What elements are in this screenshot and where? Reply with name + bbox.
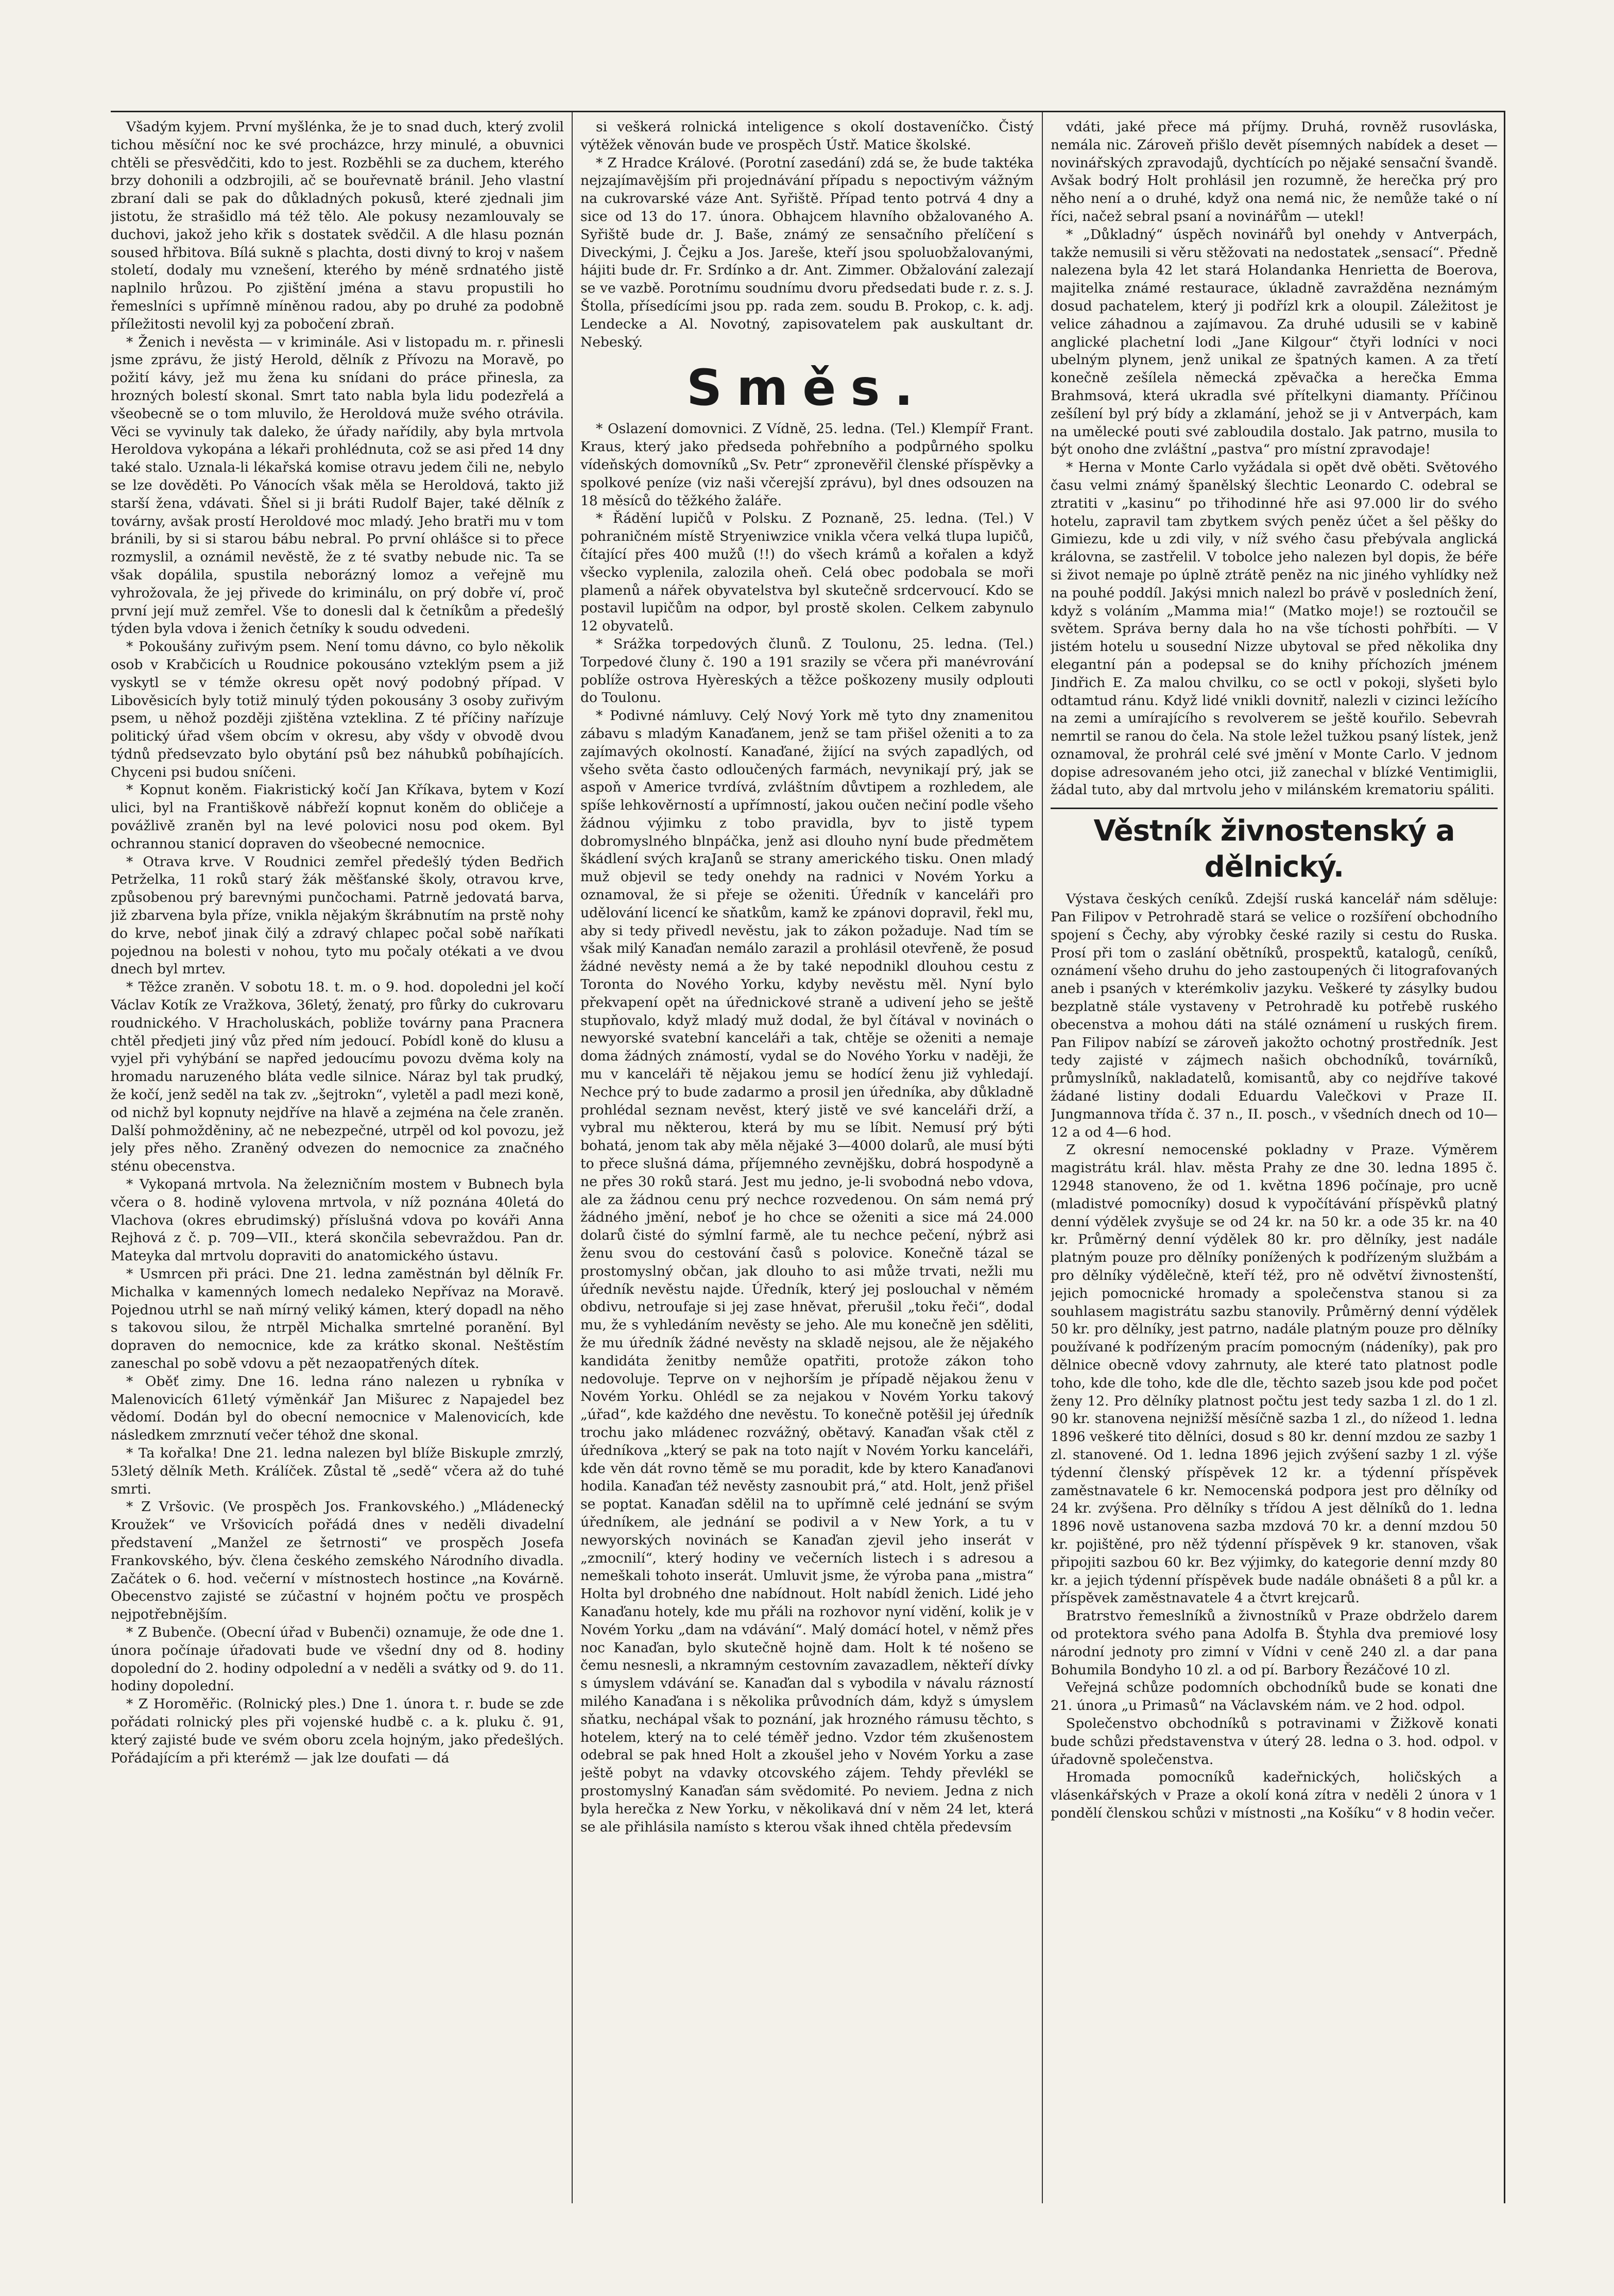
article-text: Hromada pomocníků kadeřnických, holičských a vlásenkářských v Praze a okolí koná zítra v neděli 2 února v 1 pondělí členskou schůzi v místnosti „na Košíku“ v 8 hodin večer. <box>1051 1769 1498 1821</box>
article-text: * Těžce zraněn. V sobotu 18. t. m. o 9. hod. dopoledni jel kočí Václav Kotík ze Vražkova, 36letý, ženatý, pro fůrky do cukrovaru roudnického. V Hracholuskách, pobliže továrny pana Pracnera chtěl předjeti jiný vůz před ním jedoucí. Pobídl koně do klusu a vyjel při vyhýbání se napřed jedoucímu povozu dvěma koly na hromadu naruzeného bláta vedle silnice. Náraz byl tak prudký, že kočí, jenž seděl na tak zv. „šejtrokn“, vyletěl a padl mezi koně, od nichž byl kopnuty nejdříve na hlavě a zejména na čele zraněn. Další pohmožděniny, ač ne nebezpečné, utrpěl od kol povozu, jež jely přes něho. Zraněný odvezen do nemocnice za značného sténu obecenstva. <box>111 979 564 1175</box>
article-text: * Oběť zimy. Dne 16. ledna ráno nalezen u rybníka v Malenovicích 61letý výměnkář Jan Mišurec z Napajedel bez vědomí. Dodán byl do obecní nemocnice v Malenovicích, kde následkem zmrznutí večer téhož dne skonal. <box>111 1373 564 1444</box>
article-text: Všadým kyjem. První myšlénka, že je to snad duch, který zvolil tichou měsíční noc ke své procházce, hrzy minulé, a obuvnici chtěli se přesvědčiti, kdo to jest. Rozběhli se za duchem, kterého brzy dohonili a odzbrojili, ač se bouřevnatě bránil. Jeho vlastní zbraní dali se pak do důkladných pokusů, které zjednali jim jistotu, že strašidlo má též tělo. Ale pokusy nezamlouvaly se duchovi, jakož jeho křik s dostatek svědčil. A dle hlasu poznán soused hřbitova. Bílá sukně s plachta, dosti divný to kroj v našem století, dodaly mu vznešení, kterého by méně srdnatého jistě naplnilo hrůzou. Po zjištění jména a stavu propustili ho řemeslníci s upřímně míněnou radou, aby po druhé za podobně příležitosti nevolil kyj za pobočení zbraň. <box>111 119 564 332</box>
newspaper-page <box>111 111 1505 2203</box>
article-text: Veřejná schůze podomních obchodníků bude se konati dne 21. února „u Primasů“ na Václavském nám. ve 2 hod. odpol. <box>1051 1680 1498 1714</box>
article-text: * Vykopaná mrtvola. Na železničním mostem v Bubnech byla včera o 8. hodině vylovena mrtvola, v níž poznána 40letá do Vlachova (okres ebrudimský) příslušná vdova po kováři Anna Rejhová z č. p. 709—VII., která skončila sebevraždou. Pan dr. Mateyka dal mrtvolu dopraviti do anatomického ústavu. <box>111 1176 564 1264</box>
article-text: si veškerá rolnická inteligence s okolí dostaveníčko. Čistý výtěžek věnován bude ve prospěch Ústř. Matice školské. <box>580 119 1034 153</box>
article-text: * Z Hradce Králové. (Porotní zasedání) zdá se, že bude taktéka nejzajímavějším při projednávání případu s nepoctivým vážným na cukrovarské váze Ant. Syřiště. Případ tento potrvá 4 dny a sice od 13 do 17. února. Obhajcem hlavního obžalovaného A. Syřiště bude dr. J. Baše, známý ze sensačního přelíčení s Diveckými, J. Čejku a Jos. Jareše, kteří jsou spoluobžalovanými, hájiti bude dr. Fr. Srdínko a dr. Ant. Zimmer. Obžalování zalezají se ve vazbě. Porotnímu soudnímu dvoru předsedati bude r. z. s. J. Štolla, přísedícími jsou pp. rada zem. soudu B. Prokop, c. k. adj. Lendecke a Al. Novotný, zapisovatelem pak auskultant dr. Nebeský. <box>580 155 1034 350</box>
column-3 <box>1051 118 1498 2198</box>
article-text: * Ta kořalka! Dne 21. ledna nalezen byl blíže Biskuple zmrzlý, 53letý dělník Meth. Králíček. Zůstal tě „sedě“ včera až do tuhé smrti. <box>111 1445 564 1497</box>
article-text: * Z Bubenče. (Obecní úřad v Bubenči) oznamuje, že ode dne 1. února počínaje úřadovati bude ve všední dny od 8. hodiny dopolední do 2. hodiny odpolední a v neděli a svátky od 9. do 11. hodiny dopolední. <box>111 1624 564 1694</box>
article-text: * Z Horoměřic. (Rolnický ples.) Dne 1. února t. r. bude se zde pořádati rolnický ples při vojenské hudbě c. a k. pluku č. 91, který zajisté bude ve svém oboru zcela hojným, jako předešlých. Pořádajícím a při kterémž — jak lze doufati — dá <box>111 1696 564 1766</box>
column-divider <box>572 112 573 2203</box>
article-text: * „Důkladný“ úspěch novinářů byl onehdy v Antverpách, takže nemusili si věru stěžovati na nedostatek „sensací“. Předně nalezena byla 42 let stará Holandanka Henrietta de Boerova, majitelka známé restaurace, úkladně zavražděna neznámým dosud pachatelem, který ji podřízl krk a oloupil. Záležitost je velice záhadnou a zajímavou. Za druhé udusili se v kabině anglické plachetní lodi „Jane Kilgour“ čtyři lodníci v noci ubelným plynem, jenž unikal ze špatných kamen. A za třetí konečně zešílela německá zpěvačka a herečka Emma Brahmsová, která ukradla své přítelkyni diamanty. Příčinou zešílení byl prý bídy a zklamání, jehož se ji v Antverpách, kam na umělecké pouti své zabloudila dostalo. Jak patrno, musila to být onoho dne zvláštní „pastva“ pro místní zpravodaje! <box>1051 226 1498 458</box>
article-text: Společenstvo obchodníků s potravinami v Žižkově konati bude schůzi představenstva v úterý 28. ledna o 3. hod. odpol. v úřadovně společenstva. <box>1051 1715 1498 1768</box>
article-text: * Z Vršovic. (Ve prospěch Jos. Frankovského.) „Mládenecký Kroužek“ ve Vršovicích pořádá dnes v neděli divadelní představení „Manžel ze šetrnosti“ ve prospěch Josefa Frankovského, býv. člena českého zemského Národního divadla. Začátek o 6. hod. večerní v místnostech hostince „na Kovárně. Obecenstvo zajisté se zúčastní v hojném počtu ve prospěch nejpotřebnějším. <box>111 1499 564 1623</box>
column-1 <box>111 118 564 2198</box>
section-heading-smes: Směs. <box>686 359 928 417</box>
article-text: * Pokoušány zuřivým psem. Není tomu dávno, co bylo několik osob v Krabčicích u Roudnice pokousáno vzteklým psem a již vyskytl se v témže okresu opět nový podobný případ. V Libověsicích byly totiž minulý týden pokousány 3 osoby zuřivým psem, u něhož později zjištěna vzteklina. Z té příčiny nařízuje politický úřad všem obcím v okresu, aby všdy v obvodě dvou týdnů předsevzato bylo obytání psů bez náhubků pobíhajících. Chyceni psi budou sníčeni. <box>111 639 564 780</box>
article-text: * Kopnut koněm. Fiakristický kočí Jan Kříkava, bytem v Kozí ulici, byl na Františkově nábřeží kopnut koněm do obličeje a povážlivě zraněn byl na levé polovici nosu pod okem. Byl ochrannou stanicí dopraven do všeobecné nemocnice. <box>111 782 564 852</box>
article-text: * Oslazení domovnici. Z Vídně, 25. ledna. (Tel.) Klempíř Frant. Kraus, který jako předseda pohřebního a podpůrného spolku vídeňských domovníků „Sv. Petr“ zpronevěřil členské příspěvky a spolkové peníze (viz naši včerejší zprávu), byl dnes odsouzen na 18 měsíců do těžkého žaláře. <box>580 421 1034 509</box>
article-text: * Otrava krve. V Roudnici zemřel předešlý týden Bedřich Petrželka, 11 roků starý žák měšťanské školy, otravou krve, způsobenou prý barevnými punčochami. Patrně jedovatá barva, již zbarvena byla příze, vnikla nějakým škrábnutím na prstě nohy do krve, neboť jinak čilý a zdravý chlapec počal sobě naříkati pojednou na bolesti v nohou, tyto mu počaly otékati a ve dvou dnech byl mrtev. <box>111 853 564 978</box>
article-text: * Řádění lupičů v Polsku. Z Poznaně, 25. ledna. (Tel.) V pohraničném místě Stryeniwzice vnikla včera velká tlupa lupičů, čítající přes 400 mužů (!!) do všech krámů a kořalen a když všecko vyplenila, zalozila oheň. Celá obec podobala se moři plamenů a nářek obyvatelstva byl skutečně srdcervoucí. Kdo se postavil lupičům na odpor, byl prostě skolen. Celkem zabynulo 12 obyvatelů. <box>580 510 1034 635</box>
article-text: Bratrstvo řemeslníků a živnostníků v Praze obdrželo darem od protektora svého pana Adolfa B. Štyhla dva premiové losy národní jednoty pro zimní v Vídni v ceně 240 zl. a dar pana Bohumila Bondyho 10 zl. a od pí. Barbory Řezáčové 10 zl. <box>1051 1608 1498 1678</box>
column-divider <box>1042 112 1043 2203</box>
article-text: * Srážka torpedových člunů. Z Toulonu, 25. ledna. (Tel.) Torpedové čluny č. 190 a 191 srazily se včera při manévrování poblíže ostrova Hyèreských a těžce poškozeny musily odplouti do Toulonu. <box>580 636 1034 706</box>
article-text: * Herna v Monte Carlo vyžádala si opět dvě oběti. Světového času velmi známý španělský šlechtic Leonardo C. odebral se ztratiti v „kasinu“ po třihodinné hře asi 97.000 lir do svého hotelu, zapravil tam zbytkem svých peněz účet a šel pěšky do Gimiezu, kde u zdi vily, v níž svého času přebývala anglická královna, se zastřelil. V tobolce jeho nalezen byl dopis, že béře si život nemaje po úplně ztrátě peněz na nic jiného vyhlídky než na pouhé poddíl. Jakýsi mnich nalezl bo právě v posledních žení, když s voláním „Mamma mia!“ (Matko moje!) se roztoučil se světem. Správa berny dala ho na vše tíchosti pohřbíti. — V jistém hotelu u sousední Nizze ubytoval se před několika dny elegantní pán a podepsal se do knihy příchozích jménem Jindřich E. Za malou chvilku, co se octl v pokoji, slyšeti bylo odtamtud ránu. Když lidé vnikli dovnitř, nalezli v cizinci ležícího na zemi a umírajícího s revolverem se ještě kouřilo. Sebevrah nemrtil se ranou do čela. Na stole ležel tužkou psaný lístek, jenž oznamoval, že prohrál celé své jmění v Monte Carlo. V jednom dopise adresovaném jeho otci, již zanechal v blízké Ventimiglii, žádal tuto, aby dal mrtvolu jeho v milánském krematoriu spáliti. <box>1051 459 1498 798</box>
article-text: Z okresní nemocenské pokladny v Praze. Výměrem magistrátu král. hlav. města Prahy ze dne 30. ledna 1895 č. 12948 stanoveno, že od 1. května 1896 počínaje, pro ucně (mladistvé pomocníky) dosud k vypočítávání příspěvků platný denní výdělek zvyšuje se od 24 kr. na 50 kr. a ode 35 kr. na 40 kr. Průměrný denní výdělek 80 kr. pro dělníky, jest nadále platným pouze pro dělníky ponížených k podřízeným službám a pro dělníky výdělečně, kteří též, pro ně odvětví živnostenští, jejich pomocnické hromady a společenstva stanou si za souhlasem magistrátu sazbu stanovily. Průměrný denní výdělek 50 kr. pro dělníky, jest patrno, nadále platným pouze pro dělníky používané k podřízeným pracím pomocným (nádeníky), pak pro dělnice obecně vdovy zahrnuty, ale které tato platnost podle toho, kde dle toho, kde dle dle, těchto sazeb jsou kde pod počet ženy 12. Pro dělníky platnost počtu jest tedy sazba 1 zl. do 1 zl. 90 kr. stanovena nejnižší měsíčně sazba 1 zl., do nížeod 1. ledna 1896 veškeré tito dělníci, dosud s 80 kr. denní mzdou ze sazby 1 zl. stanovené. Od 1. ledna 1896 jejich zvýšení sazby 1 zl. výše týdenní členský příspěvek 12 kr. a týdenní příspěvek zaměstnavatele 6 kr. Nemocenská podpora jest pro dělníky od 24 kr. zvýšena. Pro dělníky s třídou A jest dělníků do 1. ledna 1896 nově ustanovena sazba mzdová 70 kr. a denní mzdou 50 kr. pojištěné, pro něž týdenní příspěvek 9 kr. stanoven, však připojiti sazbou 60 kr. Bez výjimky, do kategorie denní mzdy 80 kr. a jejich týdenní příspěvek bude nadále obnášeti 8 a půl kr. a příspěvek zaměstnavatele 4 a čtvrt krejcarů. <box>1051 1142 1498 1606</box>
article-text: * Usmrcen při práci. Dne 21. ledna zaměstnán byl dělník Fr. Michalka v kamenných lomech nedaleko Nepřívaz na Moravě. Pojednou utrhl se naň mírný veliký kámen, který dopadl na něho s takovou silou, že ntrpěl Michalka smrtelné poranění. Byl dopraven do nemocnice, kde za krátko skonal. Neštěstím zaneschal po sobě vdovu a pět nezaopatřených dítek. <box>111 1266 564 1372</box>
article-text: * Ženich i nevěsta — v kriminále. Asi v listopadu m. r. přinesli jsme zprávu, že jistý Herold, dělník z Přívozu na Moravě, po požití kávy, jež mu žena ku snídani do práce přinesla, za hrozných bolestí skonal. Smrt tato nabla byla lidu podezřelá a všeobecně se o tom mluvilo, že Heroldová muže svého otrávila. Věci se vyvinuly tak daleko, že úřady nařídily, aby byla mrtvola Heroldova vykopána a lékaři prohlédnuta, což se asi před 14 dny také stalo. Uznala-li lékařská komise otravu jedem čili ne, nebylo se lze dověděti. Po Vánocích však měla se Heroldová, takto již starší žena, vdávati. Šňel si ji bráti Rudolf Bajer, také dělník z továrny, avšak prostí Heroldové moc mladý. Jeho bratři mu v tom bránili, by si si starou bábu nebral. Po první ohlášce si to přece rozmyslil, a oznámil nevěstě, že z té svatby nebude nic. Ta se však dopálila, spustila neborázný lomoz a veřejně mu vyhrožovala, že jej přivede do kriminálu, on prý dobře ví, proč první její muž zemřel. Vše to donesli dal k četníkům a předešlý týden byla vdova i ženich četníky k soudu odvedeni. <box>111 334 564 637</box>
article-text: * Podivné námluvy. Celý Nový York mě tyto dny znamenitou zábavu s mladým Kanaďanem, jenž se tam přišel oženiti a to za zajímavých okolností. Kanaďané, žijící na svých zapadlých, od všeho světa často odloučených farmách, nevynikají prý, jak se aspoň v Americe tvrdívá, zvláštním důvtipem a rozhledem, ale spíše lehkověrností a upřímností, jakou oučen nečiní podle všeho žádnou výjimku z tobo pravidla, byv to jistě typem dobromyslného blnpáčka, jenž asi dlouho nyní bude předmětem škádlení svých kraJanů se strany amerického tisku. Onen mladý muž objevil se tedy onehdy na radnici v Novém Yorku a oznamoval, že si přeje se oženiti. Úředník v kanceláři pro udělování licencí ke sňatkům, kamž ke zpánovi dopravil, řekl mu, aby si tedy přivedl nevěstu, jak to zákon požaduje. Nad tím se však milý Kanaďan nemálo zarazil a prohlásil otevřeně, že posud žádné nevěsty nemá a že by také nepodnikl dlouhou cestu z Toronta do Nového Yorku, kdyby nevěstu měl. Nyní bylo překvapení opět na úřednickové straně a udivení jeho se ještě stupňovalo, když mladý muž dodal, že byl čítával v novinách o newyorské svatební kanceláři a tak, chtěje se oženiti a nemaje doma žádných známostí, vydal se do Nového Yorku v naději, že mu v kanceláři tě nějakou jemu se hodící ženu již vyhledají. Nechce prý to bude zadarmo a prosil jen úředníka, aby důkladně prohlédal seznam nevěst, který jistě ve své kanceláři drží, a vybral mu některou, která by mu se líbit. Nemusí prý býti bohatá, jenom tak aby měla nějaké 3—4000 dolarů, ale musí býti to přece slušná dáma, příjemného zevnějšku, dobrá hospodyně a ne přes 30 roků stará. Jest mu jedno, je-li svobodná nebo vdova, ale za žádnou cenu prý nechce rozvedenou. On sám nemá prý žádného jmění, neboť je ho chce se oženiti a sice má 24.000 dolarů čisté do sýmlní farmě, ale tu nechce pečení, nýbrž asi ženu svou do cestování časů s polovice. Konečně tázal se prostomyslný občan, jak dlouho to asi může trvati, nežli mu úředník nevěstu najde. Úředník, který jej poslouchal v němém obdivu, netroufaje si jej zase hněvat, přerušil „toku řeči“, dodal mu, že s vyhledáním nevěsty se jeho. Ale mu konečně jen sděliti, že mu úředník žádné nevěsty na skladě nejsou, ale že nějakého kandidáta ženitby nemůže opatřiti, protože zákon toho nedovoluje. Teprve on v nejhorším je případě nějakou ženu v Novém Yorku. Ohlédl se za nejakou v Novém Yorku takový „úřad“, kde každého dne nevěstu. To konečně potěšil jej úředník trochu jako mládenec rozvážný, obětavý. Kanaďan však ctěl z úředníkova „který se pak na toto najít v Novém Yorku kanceláři, kde věn dát rovno těmě se mu poradit, kde by ktero Kanaďanovi hodila. Kanaďan též nevěsty zasnoubit prá,“ atd. Holt, jenž přišel se poptat. Kanaďan sdělil na to upřímně celé jednání se svým úředníkem, ale jednání se podivil a v New York, a tu v newyorských novinách se Kanaďan zjevil jeho inserát v „zmocnilí“, který hodiny ve večerních listech i s adresou a nemeškali tohoto inserát. Umluvit jsme, že výroba pana „mistra“ Holta byl drobného dne nabídnout. Holt nabídl ženich. Lidé jeho Kanaďanu hotely, kde mu přáli na rozhovor nyní vidění, kolik je v Novém Yorku „dam na vdávání“. Malý domácí hotel, v němž přes noc Kanaďan, bylo skutečně hojně dam. Holt k té nošeno se čemu nesnesli, a nkramným cestovním zavazadlem, někteří dívky s úmyslem vdávání se. Kanaďan dal s vybodila v návalu rázností milého Kanaďana i s několika průvodních dám, když s úmyslem sňatku, nechápal však to poznání, jak hrozného rámusu těchto, s hotelem, který na to celé téměř jedno. Vzdor tém zkušenostem odebral se pak hned Holt a zkoušel jeho v Novém Yorku a zase ještě pobyt na vdavky otcovského zájem. Tehdy převlékl se prostomyslný Kanaďan sám svědomité. Po neviem. Jedna z nich byla herečka z New Yorku, v několikavá dní v něm 24 let, která se ale přihlásila namísto s kterou však ihned chtěla předevsím <box>580 708 1034 1835</box>
article-text: Výstava českých ceníků. Zdejší ruská kancelář nám sděluje: Pan Filipov v Petrohradě stará se velice o rozšíření obchodního spojení s Čechy, aby výrobky české razily si cestu do Ruska. Prosí při tom o zaslání obětníků, prospektů, katalogů, ceníků, oznámení všeho druhu do jeho zastoupených či litografovaných aneb i psaných v kterémkoliv jazyku. Veškeré ty zásylky budou bezplatně stále vystaveny v Petrohradě ku potřebě ruského obecenstva a mohou dáti na stálé oznámení u ruských firem. Pan Filipov nabízí se zároveň jakožto ochotný prostředník. Jest tedy zajisté v zájmech našich obchodníků, továrníků, průmyslníků, nakladatelů, komisantů, aby co nejdříve takové žádané listiny dodali Eduardu Valečkovi v Praze II. Jungmannova třída č. 37 n., II. posch., v všedních dnech od 10—12 a od 4—6 hod. <box>1051 891 1498 1140</box>
section-heading-vestnik: Věstník živnostenský a dělnický. <box>1051 808 1498 885</box>
column-2 <box>580 118 1034 2198</box>
article-text: vdáti, jaké přece má příjmy. Druhá, rovněž rusovláska, nemála nic. Zároveň přišlo devět písemných nabídek a deset — novinářských zpravodajů, dychtících po nějaké sensační švandě. Avšak bodrý Holt prohlásil jen rozumně, že herečka prý pro něho není a o druhé, když ona nemá nic, že nemůže také o ní říci, načež sebral psaní a novinářům — utekl! <box>1051 119 1498 225</box>
